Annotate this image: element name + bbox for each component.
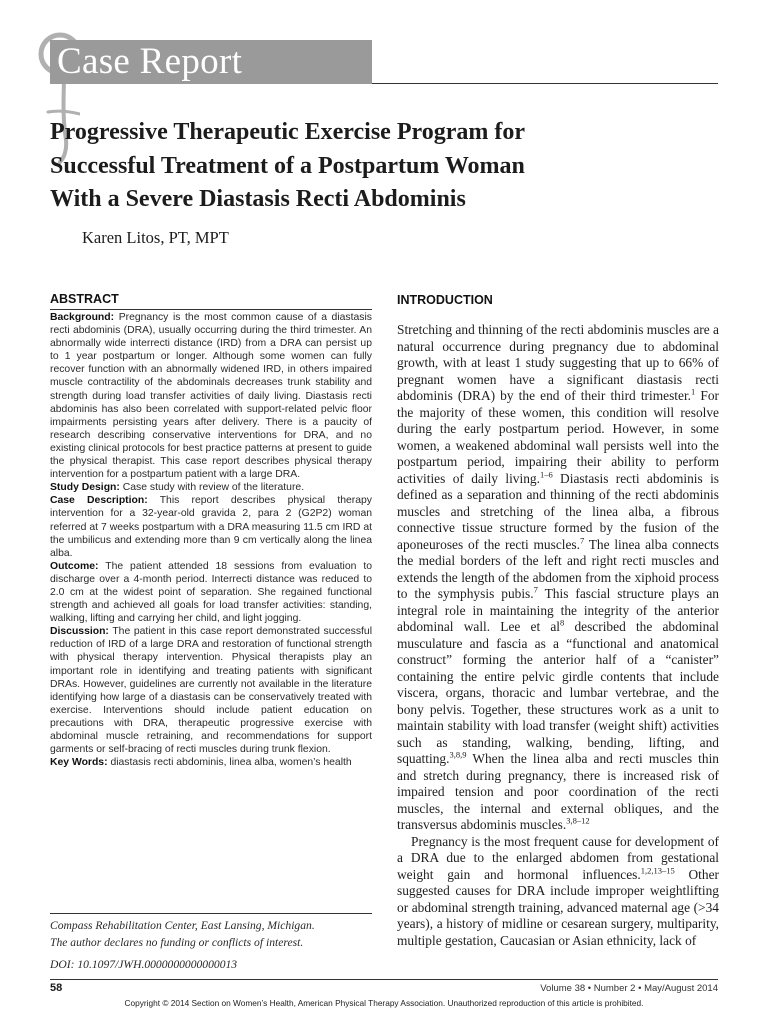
- volume-info: Volume 38 • Number 2 • May/August 2014: [540, 983, 718, 994]
- intro-paragraph-2: Pregnancy is the most frequent cause for development of a DRA due to the enlarged abdomen from gestational weight gain and hormonal influences.$^{1,2,13-15}$ Other suggested causes for DRA include improper weightlifting or abdominal strength training, advanced maternal age (>34 years), a history of midline or cesarean surgery, multiparity, multiple gestation, Caucasian or Asian ethnicity, lack of: [397, 833, 720, 948]
- copyright-notice: Copyright © 2014 Section on Women’s Health, American Physical Therapy Association. Unauthorized reproduction of this article is prohibited.: [124, 998, 644, 1008]
- citation-superscript: 1,2,13–15: [640, 865, 675, 876]
- abstract-divider: [50, 309, 372, 310]
- abstract-background-text: Pregnancy is the most common cause of a diastasis recti abdominis (DRA), usually occurring during the third trimester. An abnormally wide interrecti distance (IRD) from a DRA can persist up to 1 year postpartum or longer. Although some women can fully recover function with an abnormally widened IRD, in others impaired muscle contractility of the abdominals decreases trunk stability and strength during load transfer activities of daily living. Diastasis recti abdominis has also been correlated with support-related pelvic floor impairments persisting years after delivery. There is a paucity of research describing conservative interventions for DRA, and no existing clinical protocols for best practice patterns at present to guide the physical therapist. This case report describes physical therapy intervention for a postpartum patient with a large DRA.: [50, 312, 372, 481]
- abstract-section: [50, 291, 372, 769]
- footer-divider: [50, 979, 718, 980]
- abstract-case-description-text: This report describes physical therapy intervention for a 32-year-old gravida 2, para 2 (G2P2) woman referred at 7 weeks postpartum with a DRA measuring 11.5 cm IRD at the umbilicus and extending more than 9 cm vertically along the linea alba.: [50, 495, 372, 559]
- introduction-section: [397, 292, 719, 949]
- citation-superscript: 8: [560, 617, 565, 628]
- citation-superscript: 1: [691, 386, 696, 397]
- abstract-outcome: [50, 560, 372, 625]
- abstract-body: [50, 311, 372, 769]
- abstract-outcome-label: Outcome:: [50, 560, 99, 572]
- author-line: Karen Litos, PT, MPT: [82, 228, 229, 247]
- citation-superscript: 7: [579, 535, 585, 546]
- abstract-discussion: [50, 625, 372, 756]
- abstract-study-design-text: Case study with review of the literature.: [122, 482, 305, 494]
- affiliation-institution: Compass Rehabilitation Center, East Lansing, Michigan.: [50, 919, 315, 932]
- article-title: [50, 116, 720, 217]
- abstract-background-label: Background:: [50, 312, 115, 323]
- citation-superscript: 3,8,9: [449, 749, 467, 760]
- citation-superscript: 7: [533, 584, 538, 595]
- abstract-outcome-text: The patient attended 18 sessions from evaluation to discharge over a 4-month period. Interrecti distance was reduced to 2.0 cm at the widest point of separation. She regained functional strength and achieved all goals for load transfer activities: standing, walking, lifting and carrying her child, and light jogging.: [50, 560, 372, 625]
- section-banner-label: Case Report: [57, 41, 243, 82]
- abstract-study-design: [50, 481, 372, 494]
- affiliation-footnote: [50, 913, 372, 974]
- abstract-heading: ABSTRACT: [50, 292, 119, 306]
- abstract-case-description-label: Case Description:: [50, 495, 148, 507]
- introduction-heading: INTRODUCTION: [397, 293, 493, 307]
- intro-paragraph-1: Stretching and thinning of the recti abdominis muscles are a natural occurrence during pregnancy due to abdominal growth, with at least 1 study suggesting that up to 66% of pregnant women have a significant diastasis recti abdominis (DRA) by the end of their third trimester.$^1$ For the majority of these women, this condition will resolve during the early postpartum period. However, in some women, a weakened abdominal wall persists well into the postpartum period, impairing their ability to perform activities of daily living.$^{1-6}$ Diastasis recti abdominis is defined as a separation and thinning of the recti abdominis muscles and stretching of the linea alba, a fibrous connective tissue structure formed by the fusion of the aponeuroses of the recti muscles.$^7$ The linea alba connects the medial borders of the left and right recti muscles and extends the length of the abdomen from the xiphoid process to the symphysis pubis.$^7$ This fascial structure plays an integral role in maintaining the integrity of the anterior abdominal wall. Lee et $al^8$ described the abdominal musculature and fascia as a “functional and anatomical construct” forming the anterior half of a “canister” containing the entire pelvic girdle contents that include viscera, organs, thoracic and lumbar vertebrae, and the bony pelvis. Together, these structures work as a unit to maintain stability with load transfer (weight shift) activities such as standing, walking, bending, lifting, and squatting.$^{3,8,9}$ When the linea alba and recti muscles thin and stretch during pregnancy, there is increased risk of impaired tension and poor coordination of the recti muscles, the internal and external obliques, and the transversus abdominis muscles.$^{3,8-12}$: [397, 322, 720, 832]
- abstract-discussion-text: The patient in this case report demonstrated successful reduction of IRD of a large DRA and restoration of functional strength with physical therapy intervention. Physical therapists play an important role in identifying and treating patients with significant DRAs. However, guidelines are currently not available in the literature identifying how large of a diastasis can be conservatively treated with exercise. Interventions should include patient education on precautions with DRA, therapeutic progressive exercise with abdominal muscle retraining, and recommendations for support garments or self-bracing of recti muscles during trunk flexion.: [50, 626, 373, 756]
- page-number: 58: [50, 982, 63, 994]
- title-line: With a Severe Diastasis Recti Abdominis: [50, 186, 466, 212]
- citation-superscript: 1–6: [539, 469, 553, 480]
- citation-superscript: 3,8–12: [566, 815, 590, 826]
- abstract-discussion-label: Discussion:: [50, 626, 109, 638]
- abstract-case-description: [50, 494, 372, 559]
- article-doi: DOI: 10.1097/JWH.0000000000000013: [50, 958, 238, 971]
- affiliation-disclosure: The author declares no funding or conflicts of interest.: [50, 935, 304, 949]
- abstract-study-design-label: Study Design:: [50, 482, 120, 494]
- abstract-background: [50, 311, 372, 481]
- abstract-key-words-label: Key Words:: [50, 757, 108, 769]
- title-line: Progressive Therapeutic Exercise Program for: [50, 119, 525, 145]
- title-line: Successful Treatment of a Postpartum Woman: [50, 152, 525, 179]
- header-divider: [372, 83, 718, 84]
- abstract-key-words: [50, 756, 372, 769]
- abstract-key-words-text: diastasis recti abdominis, linea alba, women’s health: [110, 757, 352, 769]
- introduction-body: [397, 322, 719, 949]
